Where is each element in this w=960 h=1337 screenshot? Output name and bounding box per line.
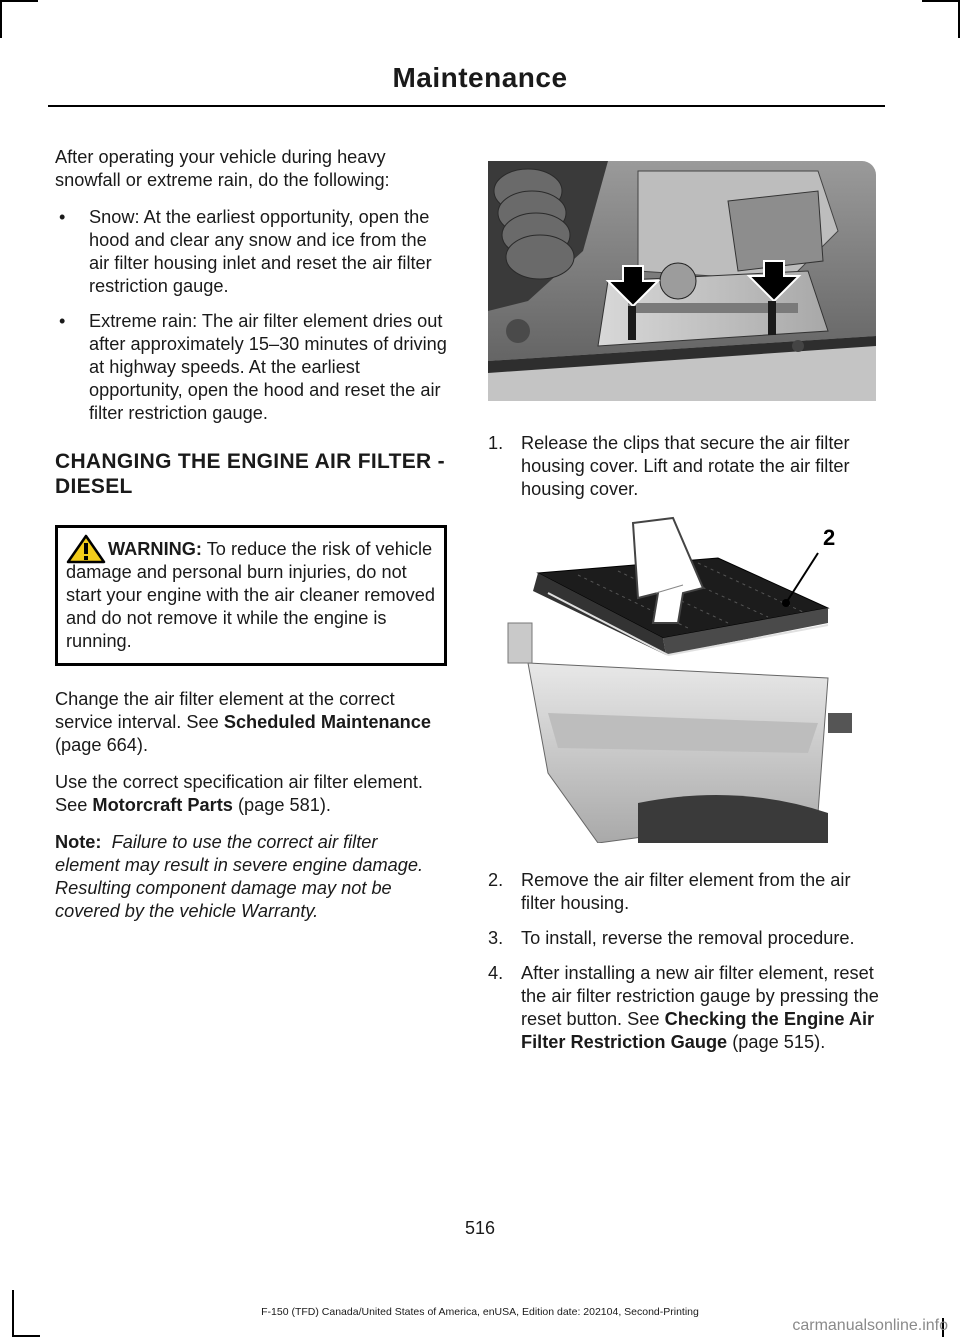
list-item: • Extreme rain: The air filter element dries out after approximately 15–30 minutes of driving at highway speeds. At the earliest opportunity, open the hood and reset the air filter restriction gauge. [55,310,447,425]
header-divider [48,105,885,107]
conditions-list [55,206,447,425]
scheduled-maintenance-link[interactable]: Scheduled Maintenance [223,712,431,732]
list-item [488,927,888,950]
warning-text: To reduce the risk of vehicle damage and personal burn injuries, do not start your engine with the air cleaner removed and do not remove it while the engine is running. [66,539,435,651]
specification-paragraph [55,771,447,817]
paragraph-text: Use the correct specification air filter element. See [55,772,423,815]
warning-triangle-icon [66,534,106,570]
callout-label: 2 [823,525,836,550]
right-column [488,161,888,1066]
list-item [488,962,888,1054]
note-text: Failure to use the correct air filter element may result in severe engine damage. Resulting component damage may not be covered by the vehicle Warranty. [55,832,423,921]
steps-list-part1 [488,432,888,501]
step-text: After installing a new air filter element, reset the air filter restriction gauge by pressing the reset button. See [521,963,879,1029]
list-item [488,432,888,501]
air-filter-element-illustration [488,513,876,843]
paragraph-text: (page 581). [232,795,331,815]
list-item: • Snow: At the earliest opportunity, open the hood and clear any snow and ice from the air filter housing inlet and reset the air filter restriction gauge. [55,206,447,298]
step-text: (page 515). [727,1032,826,1052]
warning-box [55,525,447,666]
step-number: 4. [488,963,504,983]
step-number: 3. [488,928,504,948]
step-text: Release the clips that secure the air filter housing cover. Lift and rotate the air filter housing cover. [521,433,850,499]
step-number: 1. [488,433,504,453]
note-paragraph [55,831,447,923]
edition-footer: F-150 (TFD) Canada/United States of America, enUSA, Edition date: 202104, Second-Printing [261,1306,699,1318]
crop-mark [922,0,960,2]
page-number: 516 [464,1218,496,1238]
steps-list-part2 [488,869,888,1054]
restriction-gauge-link[interactable]: Checking the Engine Air Filter Restriction Gauge [521,1009,875,1052]
paragraph-text: (page 664). [55,735,149,755]
step-text: Remove the air filter element from the air filter housing. [521,870,851,913]
section-heading: CHANGING THE ENGINE AIR FILTER - DIESEL [55,450,445,498]
crop-mark [0,0,38,2]
crop-mark [0,0,2,38]
paragraph-text: Change the air filter element at the correct service interval. See [55,689,395,732]
step-text: To install, reverse the removal procedure. [521,928,855,948]
left-column [55,146,447,937]
list-item [488,869,888,915]
motorcraft-parts-link[interactable]: Motorcraft Parts [92,795,233,815]
step-number: 2. [488,870,504,890]
note-label: Note: [55,832,102,852]
air-filter-housing-clips-illustration [488,161,876,401]
intro-paragraph: After operating your vehicle during heavy snowfall or extreme rain, do the following: [55,147,390,190]
warning-label: WARNING: [108,539,202,559]
page-title: Maintenance [392,62,568,93]
interval-paragraph [55,688,447,757]
watermark: carmanualsonline.info [792,1317,948,1334]
